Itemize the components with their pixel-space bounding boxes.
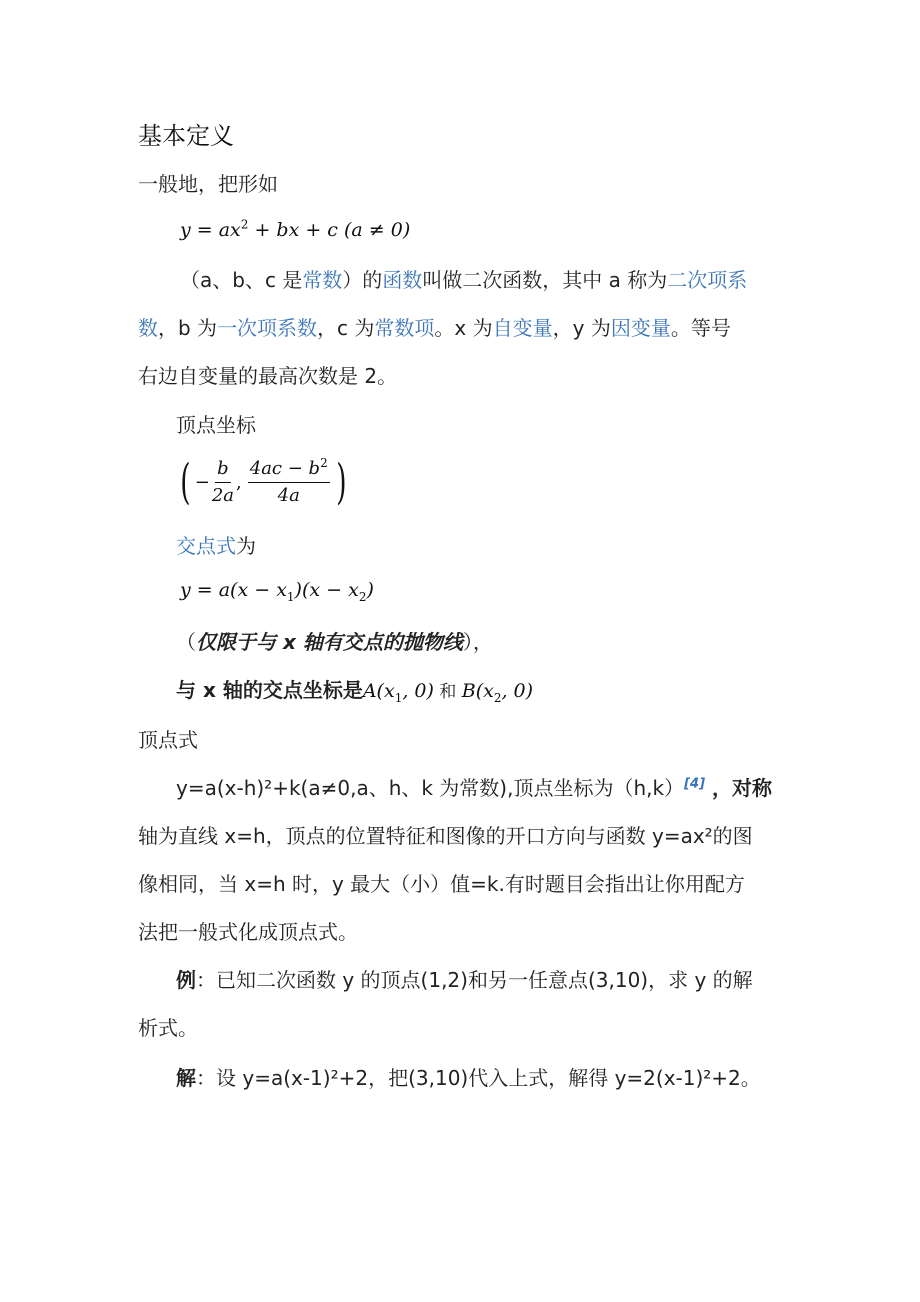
solution-line: 解：设 y=a(x-1)²+2，把(3,10)代入上式，解得 y=2(x-1)²+2。 <box>176 1066 761 1090</box>
example-line2: 析式。 <box>138 1016 198 1040</box>
vertex-form-line4: 法把一般式化成顶点式。 <box>138 920 358 944</box>
intersection-form-note: （仅限于与 x 轴有交点的抛物线）， <box>176 630 493 654</box>
link-quadratic-coefficient[interactable]: 二次项系 <box>667 268 748 292</box>
intersection-form-label: 交点式为 <box>176 534 256 558</box>
intersection-form-formula: $y = a(x - x_1)(x - x_2)$ <box>180 579 374 604</box>
vertex-form-line2: 轴为直线 x=h，顶点的位置特征和图像的开口方向与函数 y=ax²的图 <box>138 824 753 848</box>
definition-paragraph-line1: （a、b、c 是常数）的函数叫做二次函数，其中 a 称为二次项系 <box>180 268 748 292</box>
link-dependent-variable[interactable]: 因变量 <box>610 316 671 340</box>
vertex-coordinates-formula: ( − $\frac{b}{2a}$ , $\frac{4ac - b^2}{4a}$ ) <box>180 454 347 510</box>
definition-paragraph-line2: 数，b 为一次项系数，c 为常数项。x 为自变量，y 为因变量。等号 <box>138 316 731 340</box>
link-independent-variable[interactable]: 自变量 <box>492 316 553 340</box>
link-linear-coefficient[interactable]: 一次项系数 <box>217 316 318 340</box>
link-constant-term[interactable]: 常数项 <box>374 316 435 340</box>
link-intersection-form[interactable]: 交点式 <box>176 534 236 558</box>
section-heading: 基本定义 <box>138 122 234 150</box>
vertex-form-line1: y=a(x-h)²+k(a≠0,a、h、k 为常数),顶点坐标为（h,k）[4] ，对称 <box>176 776 772 800</box>
example-line1: 例：已知二次函数 y 的顶点(1,2)和另一任意点(3,10)，求 y 的解 <box>176 968 753 992</box>
link-quadratic-coefficient-cont[interactable]: 数 <box>138 316 158 340</box>
vertex-form-heading: 顶点式 <box>138 728 198 752</box>
vertex-form-line3: 像相同，当 x=h 时，y 最大（小）值=k.有时题目会指出让你用配方 <box>138 872 745 896</box>
intersection-points: 与 x 轴的交点坐标是$A(x_1$, 0) 和 $B(x_2$, 0) <box>176 678 534 705</box>
vertex-coordinates-label: 顶点坐标 <box>176 413 256 437</box>
citation-link[interactable]: [4] <box>684 776 706 792</box>
general-form-formula: $y = ax^2$ + bx + c (a ≠ 0) <box>180 217 411 241</box>
definition-paragraph-line3: 右边自变量的最高次数是 2。 <box>138 364 398 388</box>
intro-text: 一般地，把形如 <box>138 172 278 196</box>
link-function[interactable]: 函数 <box>382 268 423 292</box>
link-constant[interactable]: 常数 <box>302 268 343 292</box>
